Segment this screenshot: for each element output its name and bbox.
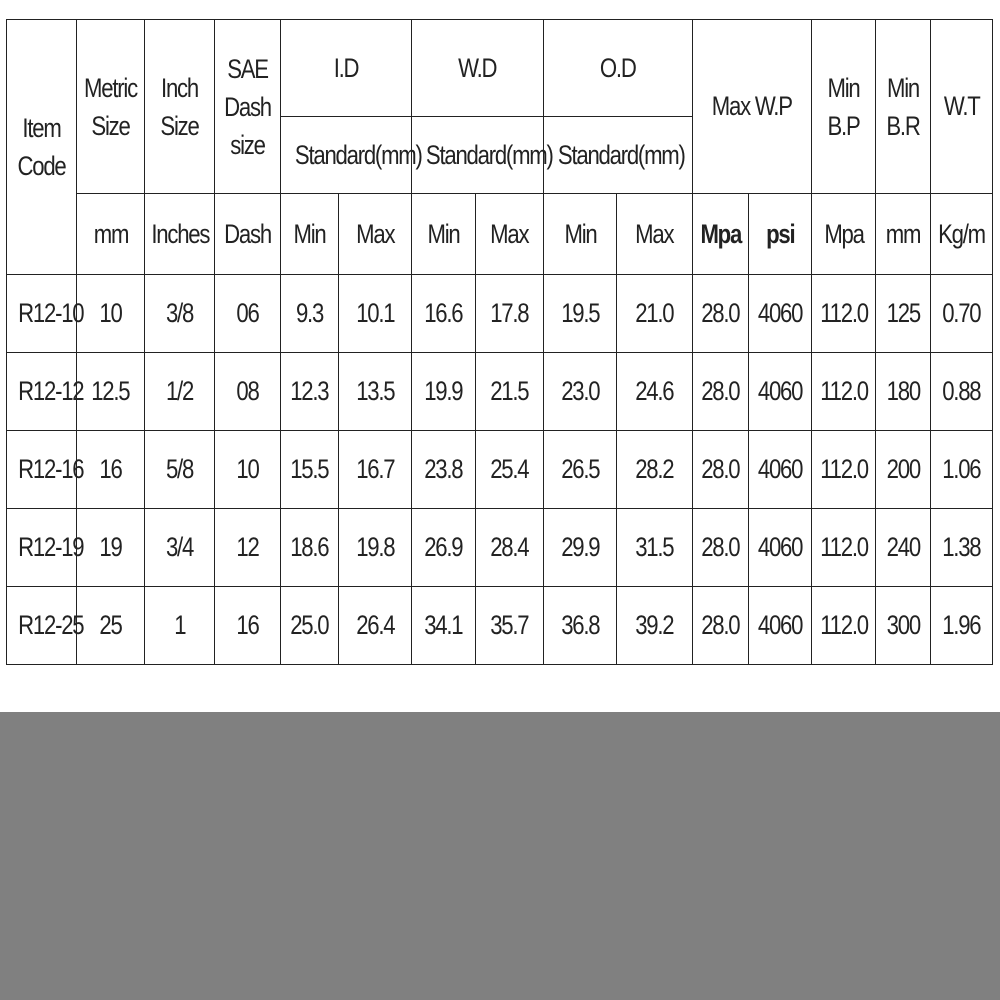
table-row <box>7 275 993 353</box>
table-cell: 12 <box>215 509 281 587</box>
unit-cell: mm <box>876 194 931 275</box>
table-cell: 240 <box>876 509 931 587</box>
unit-cell: Min <box>412 194 476 275</box>
table-cell: 112.0 <box>812 431 876 509</box>
table-cell: 112.0 <box>812 275 876 353</box>
table-cell: 19.5 <box>544 275 617 353</box>
table-cell: 17.8 <box>476 275 544 353</box>
header-wt: W.T <box>931 20 993 194</box>
unit-cell: Min <box>544 194 617 275</box>
table-cell: 26.5 <box>544 431 617 509</box>
table-cell: 9.3 <box>281 275 339 353</box>
table-cell: 24.6 <box>617 353 693 431</box>
table-cell: 06 <box>215 275 281 353</box>
table-cell: 200 <box>876 431 931 509</box>
unit-cell: Mpa <box>812 194 876 275</box>
table-cell: 5/8 <box>145 431 215 509</box>
table-cell: 39.2 <box>617 587 693 665</box>
table-row <box>7 587 993 665</box>
table-cell: 112.0 <box>812 509 876 587</box>
table-cell: 4060 <box>749 509 812 587</box>
unit-cell: Max <box>617 194 693 275</box>
header-od: O.D <box>544 20 693 117</box>
table-cell: 34.1 <box>412 587 476 665</box>
units-row <box>7 194 993 275</box>
item-code-cell: R12-12 <box>7 353 77 431</box>
table-cell: 16.6 <box>412 275 476 353</box>
unit-cell: Dash <box>215 194 281 275</box>
table-cell: 112.0 <box>812 587 876 665</box>
table-cell: 1 <box>145 587 215 665</box>
table-cell: 16 <box>77 431 145 509</box>
table-cell: 1.38 <box>931 509 993 587</box>
item-code-cell: R12-16 <box>7 431 77 509</box>
table-cell: 18.6 <box>281 509 339 587</box>
header-wd: W.D <box>412 20 544 117</box>
header-od-standard: Standard(mm) <box>544 117 693 194</box>
table-cell: 28.0 <box>693 353 749 431</box>
table-cell: 3/8 <box>145 275 215 353</box>
header-max-wp: Max W.P <box>693 20 812 194</box>
table-cell: 112.0 <box>812 353 876 431</box>
table-cell: 4060 <box>749 587 812 665</box>
table-cell: 1.96 <box>931 587 993 665</box>
table-row <box>7 431 993 509</box>
item-code-cell: R12-19 <box>7 509 77 587</box>
table-cell: 21.0 <box>617 275 693 353</box>
table-cell: 28.0 <box>693 275 749 353</box>
table-cell: 4060 <box>749 431 812 509</box>
table-cell: 15.5 <box>281 431 339 509</box>
header-row <box>7 20 993 117</box>
table-cell: 28.4 <box>476 509 544 587</box>
table-cell: 21.5 <box>476 353 544 431</box>
table-cell: 10 <box>77 275 145 353</box>
table-cell: 29.9 <box>544 509 617 587</box>
table-cell: 12.5 <box>77 353 145 431</box>
table-cell: 25.0 <box>281 587 339 665</box>
table-cell: 25 <box>77 587 145 665</box>
table-cell: 31.5 <box>617 509 693 587</box>
hose-spec-table <box>6 19 993 665</box>
unit-cell: mm <box>77 194 145 275</box>
header-inch-size: Inch Size <box>145 20 215 194</box>
table-cell: 16 <box>215 587 281 665</box>
header-id: I.D <box>281 20 412 117</box>
header-item-code: Item Code <box>7 20 77 275</box>
table-cell: 125 <box>876 275 931 353</box>
table-cell: 19 <box>77 509 145 587</box>
unit-cell: Inches <box>145 194 215 275</box>
table-cell: 08 <box>215 353 281 431</box>
table-cell: 19.8 <box>339 509 412 587</box>
table-cell: 36.8 <box>544 587 617 665</box>
table-row <box>7 509 993 587</box>
item-code-cell: R12-10 <box>7 275 77 353</box>
table-cell: 28.0 <box>693 509 749 587</box>
unit-cell: Max <box>339 194 412 275</box>
header-metric-size: Metric Size <box>77 20 145 194</box>
unit-cell: Mpa <box>693 194 749 275</box>
unit-cell: Min <box>281 194 339 275</box>
table-cell: 28.0 <box>693 587 749 665</box>
table-cell: 28.0 <box>693 431 749 509</box>
table-cell: 23.0 <box>544 353 617 431</box>
table-cell: 4060 <box>749 353 812 431</box>
table-cell: 10 <box>215 431 281 509</box>
header-sae-dash-size: SAE Dash size <box>215 20 281 194</box>
item-code-cell: R12-25 <box>7 587 77 665</box>
header-min-br: Min B.R <box>876 20 931 194</box>
table-cell: 300 <box>876 587 931 665</box>
unit-cell: Max <box>476 194 544 275</box>
unit-cell: Kg/m <box>931 194 993 275</box>
table-cell: 0.70 <box>931 275 993 353</box>
table-cell: 0.88 <box>931 353 993 431</box>
table-cell: 35.7 <box>476 587 544 665</box>
table-cell: 26.4 <box>339 587 412 665</box>
header-wd-standard: Standard(mm) <box>412 117 544 194</box>
table-cell: 13.5 <box>339 353 412 431</box>
table-cell: 25.4 <box>476 431 544 509</box>
table-cell: 1/2 <box>145 353 215 431</box>
table-row <box>7 353 993 431</box>
table-cell: 23.8 <box>412 431 476 509</box>
table-cell: 12.3 <box>281 353 339 431</box>
table-cell: 1.06 <box>931 431 993 509</box>
unit-cell: psi <box>749 194 812 275</box>
table-cell: 180 <box>876 353 931 431</box>
header-min-bp: Min B.P <box>812 20 876 194</box>
table-cell: 4060 <box>749 275 812 353</box>
table-cell: 19.9 <box>412 353 476 431</box>
table-cell: 10.1 <box>339 275 412 353</box>
table-cell: 28.2 <box>617 431 693 509</box>
table-cell: 16.7 <box>339 431 412 509</box>
table-cell: 3/4 <box>145 509 215 587</box>
table-cell: 26.9 <box>412 509 476 587</box>
header-id-standard: Standard(mm) <box>281 117 412 194</box>
gray-overlay-panel <box>0 712 1000 1000</box>
